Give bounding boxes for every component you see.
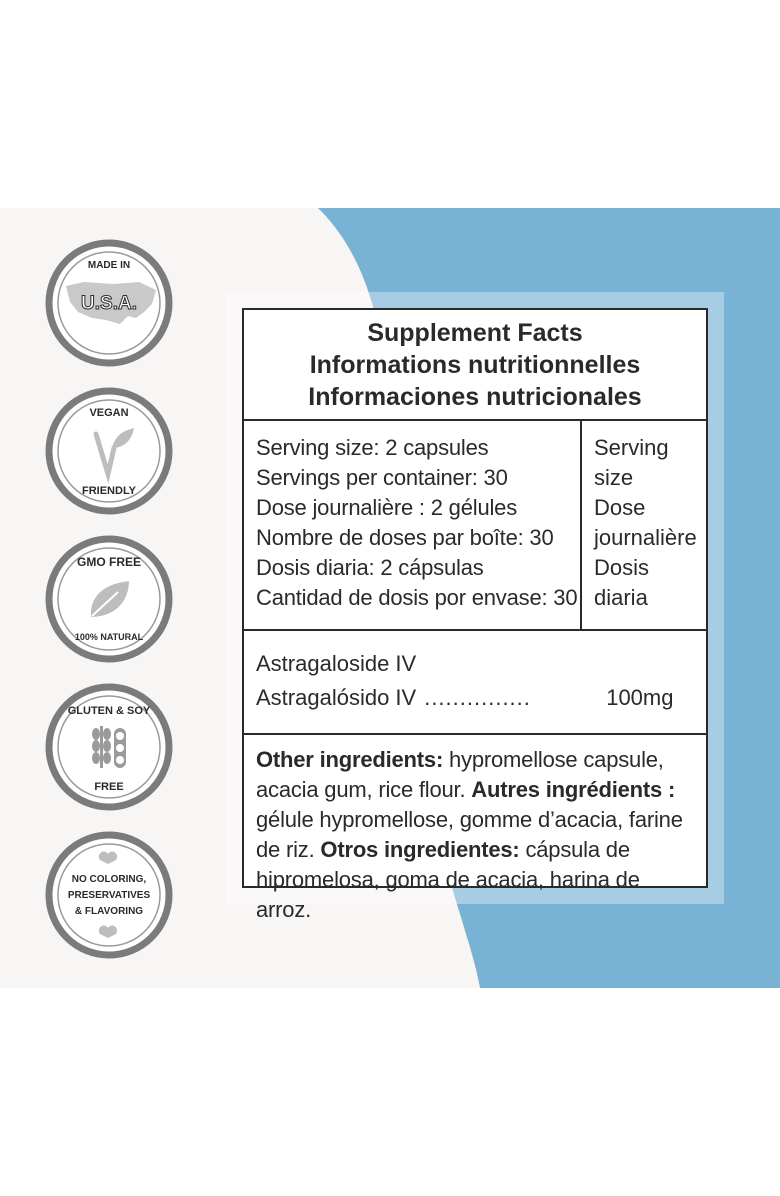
serving-header-line: diaria <box>594 585 648 610</box>
gmo-free-badge <box>44 534 174 664</box>
other-text-es: cápsula de hipromelosa, goma de acacia, harina de arroz. <box>256 837 640 922</box>
other-label-fr: Autres ingrédients : <box>471 777 676 802</box>
badge-line: & FLAVORING <box>74 906 144 917</box>
serving-header-line: journalière <box>594 525 697 550</box>
badge-top-text: VEGAN <box>89 407 129 419</box>
serving-line: Dose journalière : 2 gélules <box>256 495 517 520</box>
badge-top-text: MADE IN <box>87 260 131 271</box>
badge-top-text: GLUTEN & SOY <box>67 705 151 717</box>
serving-line: Serving size: 2 capsules <box>256 435 489 460</box>
badge-center-text: U.S.A. <box>81 293 137 314</box>
other-label-es: Otros ingredientes: <box>320 837 520 862</box>
ingredient-name-en: Astragaloside IV <box>256 651 417 676</box>
serving-line: Cantidad de dosis por envase: 30 <box>256 585 578 610</box>
badge-bottom-text: FREE <box>94 781 124 793</box>
badge-line: PRESERVATIVES <box>67 890 151 901</box>
serving-line: Nombre de doses par boîte: 30 <box>256 525 554 550</box>
other-text-fr: gélule hypromellose, gomme d’acacia, farine de riz. <box>256 807 683 862</box>
supplement-facts-card <box>242 308 708 922</box>
other-label-en: Other ingredients: <box>256 747 444 772</box>
product-panel <box>0 208 780 988</box>
facts-title-es: Informaciones nutricionales <box>308 383 642 411</box>
ingredient-amount: 100mg <box>606 685 674 710</box>
serving-header-line: size <box>594 465 634 490</box>
serving-info <box>244 421 582 629</box>
made-in-usa-badge <box>44 238 174 368</box>
serving-section <box>244 421 706 631</box>
badge-bottom-text: 100% NATURAL <box>74 632 144 642</box>
ingredient-row <box>256 681 706 715</box>
serving-column-header <box>582 421 706 629</box>
facts-title-fr: Informations nutritionnelles <box>309 351 641 379</box>
leader-dots: ............... <box>424 685 531 710</box>
vegan-friendly-badge <box>44 386 174 516</box>
facts-title-en: Supplement Facts <box>367 319 583 347</box>
facts-header <box>244 310 706 421</box>
badge-top-text: GMO FREE <box>76 555 142 569</box>
gluten-soy-free-badge <box>44 682 174 812</box>
serving-line: Servings per container: 30 <box>256 465 508 490</box>
badge-line: NO COLORING, <box>71 874 147 885</box>
other-ingredients <box>244 735 706 925</box>
serving-header-line: Serving <box>594 435 669 460</box>
grain-icon <box>92 726 126 768</box>
serving-line: Dosis diaria: 2 cápsulas <box>256 555 484 580</box>
serving-header-line: Dosis <box>594 555 650 580</box>
serving-header-line: Dose <box>594 495 646 520</box>
badge-bottom-text: FRIENDLY <box>82 485 136 497</box>
no-coloring-badge <box>44 830 174 960</box>
ingredient-amount-section <box>244 631 706 735</box>
ingredient-name-es: Astragalósido IV <box>256 685 417 710</box>
other-text-en: hypromellose capsule, acacia gum, rice flour. <box>256 747 664 802</box>
